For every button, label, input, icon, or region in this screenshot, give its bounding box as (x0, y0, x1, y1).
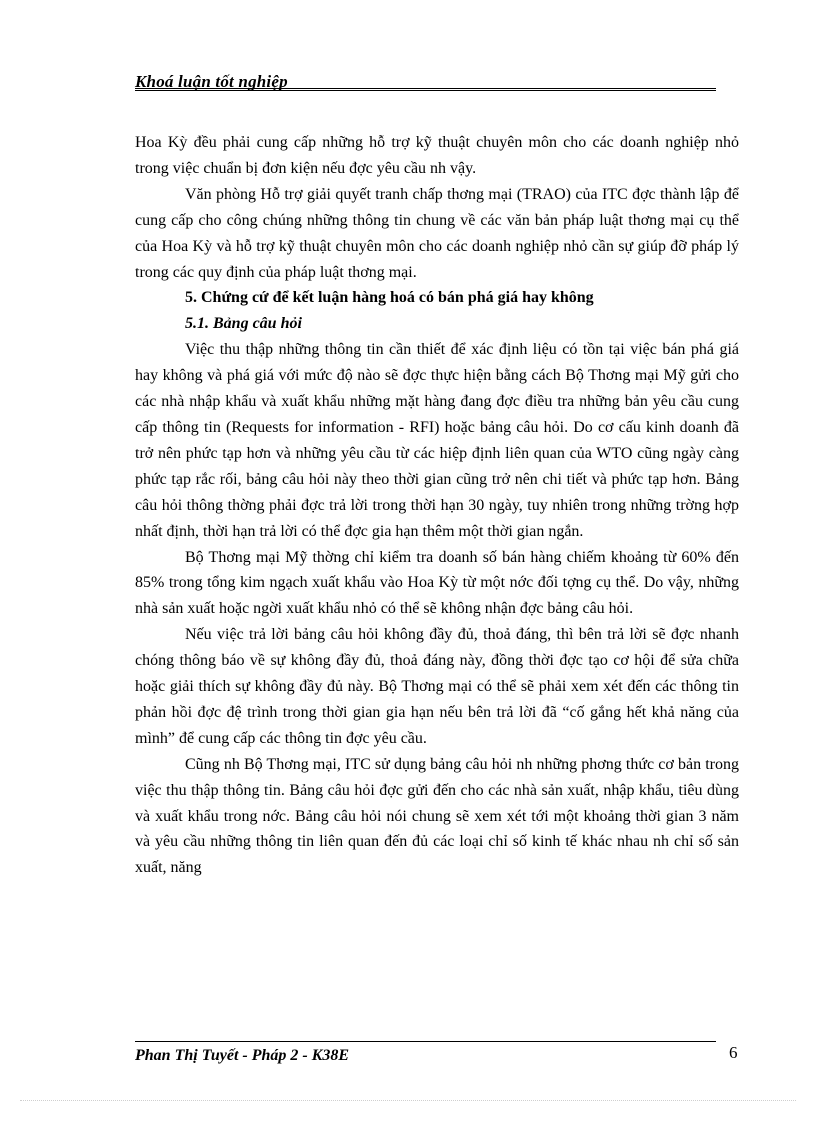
paragraph-3: Việc thu thập những thông tin cần thiết để xác định liệu có tồn tại việc bán phá giá hay không và phá giá với mức độ nào sẽ đợc thực hiện bằng cách Bộ Thơng mại Mỹ gửi cho các nhà nhập khẩu và xuất khẩu những mặt hàng đang đợc điều tra những bản yêu cầu cung cấp thông tin (Requests for information - RFI) hoặc bảng câu hỏi. Do cơ cấu kinh doanh đã trở nên phức tạp hơn và những yêu cầu từ các hiệp định liên quan của WTO cũng ngày càng phức tạp rắc rối, bảng câu hỏi này theo thời gian cũng trở nên chi tiết và phức tạp hơn. Bảng câu hỏi thông thờng phải đợc trả lời trong thời hạn 30 ngày, tuy nhiên trong những trờng hợp nhất định, thời hạn trả lời có thể đợc gia hạn thêm một thời gian ngắn. (135, 341, 739, 540)
page-header (135, 72, 715, 92)
paragraph-6: Cũng nh Bộ Thơng mại, ITC sử dụng bảng câu hỏi nh những phơng thức cơ bản trong việc thu thập thông tin. Bảng câu hỏi đợc gửi đến cho các nhà sản xuất, nhập khẩu, tiêu dùng và xuất khẩu trong nớc. Bảng câu hỏi nói chung sẽ xem xét tới một khoảng thời gian 3 năm và yêu cầu những thông tin liên quan đến đủ các loại chỉ số kinh tế khác nhau nh chỉ số sản xuất, năng (135, 755, 739, 877)
paragraph-4: Bộ Thơng mại Mỹ thờng chỉ kiểm tra doanh số bán hàng chiếm khoảng từ 60% đến 85% trong tổng kim ngạch xuất khẩu vào Hoa Kỳ từ một nớc đối tợng cụ thể. Do vậy, những nhà sản xuất hoặc ngời xuất khẩu nhỏ có thể sẽ không nhận đợc bảng câu hỏi. (135, 548, 739, 618)
paragraph-1: Hoa Kỳ đều phải cung cấp những hỗ trợ kỹ thuật chuyên môn cho các doanh nghiệp nhỏ trong việc chuẩn bị đơn kiện nếu đợc yêu cầu nh vậy. (135, 134, 739, 177)
document-body (135, 130, 739, 881)
footer-author: Phan Thị Tuyết - Pháp 2 - K38E (135, 1047, 350, 1064)
header-rule (135, 88, 716, 89)
footer-rule (135, 1041, 716, 1042)
header-rule-double (135, 90, 716, 91)
paragraph-2: Văn phòng Hỗ trợ giải quyết tranh chấp thơng mại (TRAO) của ITC đợc thành lập để cung cấp cho công chúng những thông tin chung về các văn bản pháp luật thơng mại cụ thể của Hoa Kỳ và hỗ trợ kỹ thuật chuyên môn cho các doanh nghiệp nhỏ cần sự giúp đỡ pháp lý trong các quy định của pháp luật thơng mại. (135, 185, 739, 281)
page-edge-divider (20, 1100, 796, 1101)
page-number: 6 (729, 1043, 738, 1062)
paragraph-5: Nếu việc trả lời bảng câu hỏi không đầy đủ, thoả đáng, thì bên trả lời sẽ đợc nhanh chóng thông báo về sự không đầy đủ, thoả đáng này, đồng thời đợc tạo cơ hội để sửa chữa hoặc giải thích sự không đầy đủ này. Bộ Thơng mại có thể sẽ phải xem xét đến các thông tin phản hồi đợc đệ trình trong thời gian gia hạn nếu bên trả lời đã “cố gắng hết khả năng của mình” để cung cấp các thông tin đợc yêu cầu. (135, 626, 739, 747)
header-title: Khoá luận tốt nghiệp (135, 72, 288, 91)
subsection-heading: 5.1. Bảng câu hỏi (185, 315, 302, 333)
section-heading: 5. Chứng cứ để kết luận hàng hoá có bán phá giá hay không (185, 289, 594, 307)
